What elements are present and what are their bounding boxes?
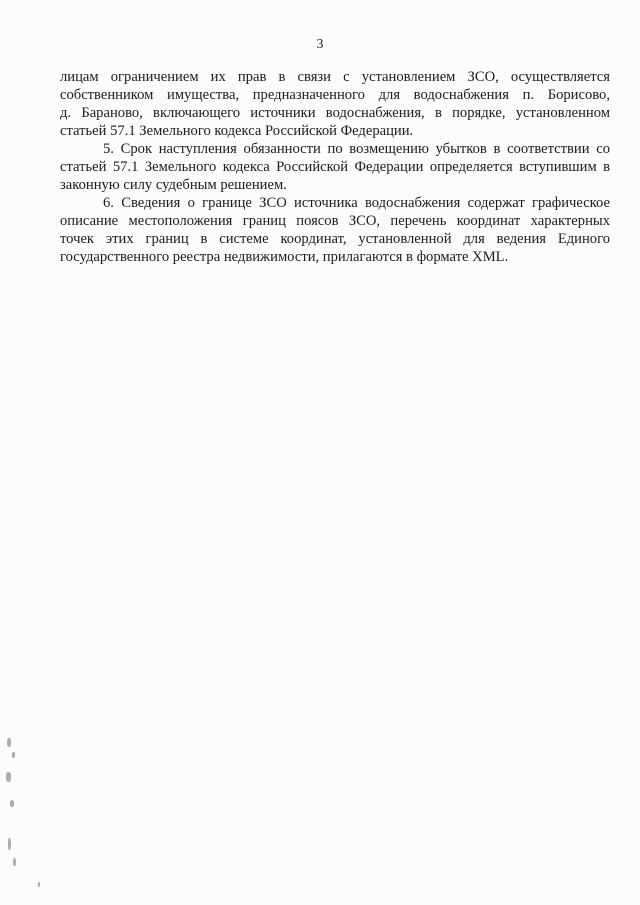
text-line: законную силу судебным решением. — [60, 177, 287, 193]
document-body — [60, 68, 610, 266]
page-number: 3 — [316, 37, 324, 52]
text-line: статьей 57.1 Земельного кодекса Российской Федерации. — [60, 123, 414, 139]
scan-mark — [13, 858, 16, 866]
text-line: 6. Сведения о границе ЗСО источника водоснабжения содержат графическое — [103, 195, 610, 211]
paragraph-continuation — [60, 68, 610, 140]
text-line: государственного реестра недвижимости, прилагаются в формате XML. — [60, 249, 509, 265]
scan-mark — [6, 772, 11, 782]
scan-mark — [7, 738, 11, 747]
text-line: д. Бараново, включающего источники водоснабжения, в порядке, установленном — [60, 105, 610, 121]
paragraph-item-5 — [60, 140, 610, 194]
text-line: точек этих границ в системе координат, установленной для ведения Единого — [60, 231, 610, 247]
text-line: лицам ограничением их прав в связи с установлением ЗСО, осуществляется — [60, 69, 610, 85]
text-line: 5. Срок наступления обязанности по возмещению убытков в соответствии со — [103, 141, 610, 157]
scan-mark — [12, 752, 15, 758]
scan-mark — [38, 882, 40, 887]
scan-mark — [8, 838, 11, 850]
paragraph-item-6 — [60, 194, 610, 266]
text-line: описание местоположения границ поясов ЗСО, перечень координат характерных — [60, 213, 610, 229]
text-line: статьей 57.1 Земельного кодекса Российской Федерации определяется вступившим в — [60, 159, 610, 175]
text-line: собственником имущества, предназначенного для водоснабжения п. Борисово, — [60, 87, 610, 103]
scan-mark — [10, 800, 14, 807]
